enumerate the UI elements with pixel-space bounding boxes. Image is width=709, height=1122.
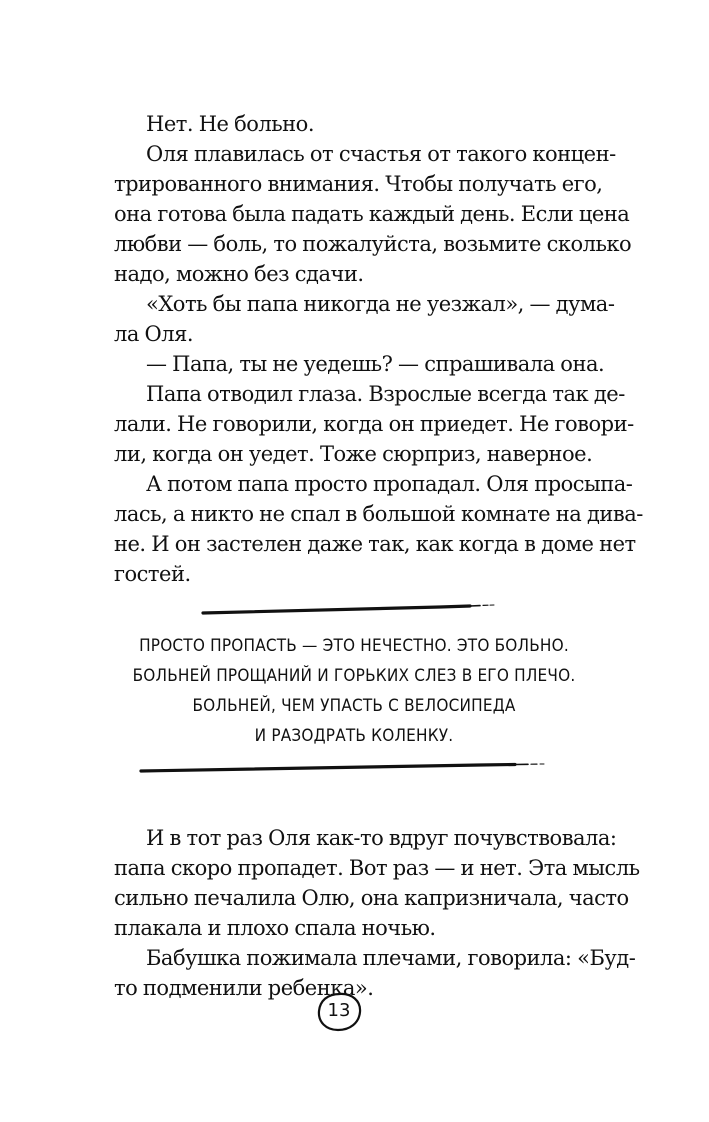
text-line: лали. Не говорили, когда он приедет. Не говори- <box>114 412 634 436</box>
text-line: — Папа, ты не уедешь? — спрашивала она. <box>146 352 605 376</box>
text-line: Бабушка пожимала плечами, говорила: «Буд- <box>146 946 636 970</box>
page-number-label: 13 <box>327 1000 351 1021</box>
page-number <box>314 990 364 1034</box>
text-line: надо, можно без сдачи. <box>114 262 364 286</box>
text-line: то подменили ребенка». <box>114 976 374 1000</box>
text-line: она готова была падать каждый день. Если цена <box>114 202 630 226</box>
text-line: плакала и плохо спала ночью. <box>114 916 436 940</box>
quote-line: ПРОСТО ПРОПАСТЬ — ЭТО НЕЧЕСТНО. ЭТО БОЛЬНО. <box>139 636 569 656</box>
text-line: трированного внимания. Чтобы получать его, <box>114 172 603 196</box>
text-line: сильно печалила Олю, она капризничала, часто <box>114 886 629 910</box>
text-line: любви — боль, то пожалуйста, возьмите сколько <box>114 232 632 256</box>
text-line: И в тот раз Оля как-то вдруг почувствовала: <box>146 826 617 850</box>
text-line: ли, когда он уедет. Тоже сюрприз, наверное. <box>114 442 593 466</box>
text-line: папа скоро пропадет. Вот раз — и нет. Эта мысль <box>114 856 640 880</box>
text-line: не. И он застелен даже так, как когда в доме нет <box>114 532 636 556</box>
text-line: гостей. <box>114 562 191 586</box>
quote-line: БОЛЬНЕЙ ПРОЩАНИЙ И ГОРЬКИХ СЛЕЗ В ЕГО ПЛЕЧО. <box>132 666 576 686</box>
quote-line: И РАЗОДРАТЬ КОЛЕНКУ. <box>254 726 454 746</box>
text-line: Оля плавилась от счастья от такого концен- <box>146 142 616 166</box>
text-line: Папа отводил глаза. Взрослые всегда так де- <box>146 382 625 406</box>
quote-line: БОЛЬНЕЙ, ЧЕМ УПАСТЬ С ВЕЛОСИПЕДА <box>192 696 516 716</box>
text-line: лась, а никто не спал в большой комнате на дива- <box>114 502 643 526</box>
text-line: «Хоть бы папа никогда не уезжал», — дума- <box>146 292 615 316</box>
text-line: А потом папа просто пропадал. Оля просыпа- <box>146 472 633 496</box>
text-line: ла Оля. <box>114 322 194 346</box>
text-line: Нет. Не больно. <box>146 112 315 136</box>
